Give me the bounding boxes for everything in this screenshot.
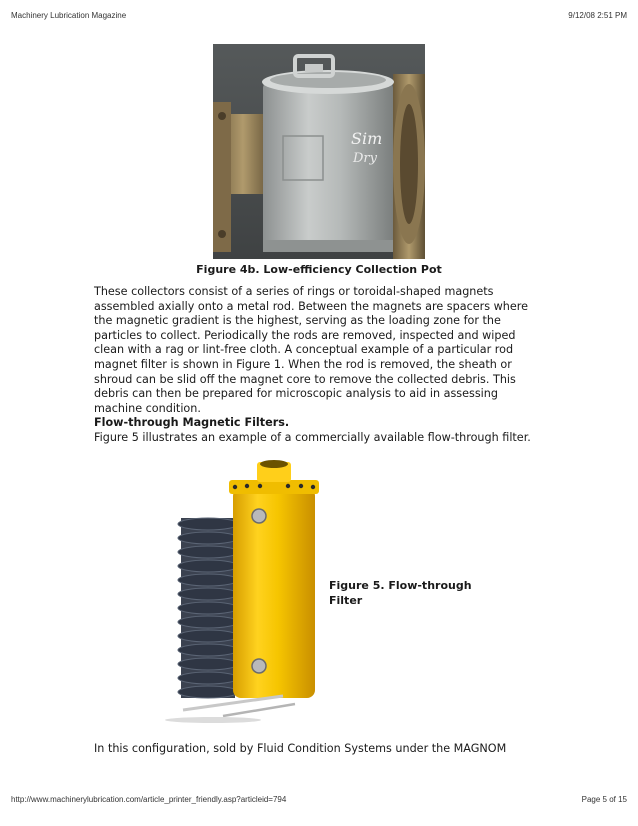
svg-text:Dry: Dry (353, 151, 377, 166)
header-publication: Machinery Lubrication Magazine (11, 11, 127, 20)
footer-page-number: Page 5 of 15 (581, 795, 627, 804)
header-datetime: 9/12/08 2:51 PM (568, 11, 627, 20)
closing-paragraph: In this configuration, sold by Fluid Condition Systems under the MAGNOM (94, 742, 507, 755)
svg-text:Sim: Sim (351, 129, 383, 148)
section-intro: Figure 5 illustrates an example of a commercially available flow-through filter. (94, 431, 531, 444)
footer-url-link[interactable]: http://www.machinerylubrication.com/article_printer_friendly.asp?articleid=794 (11, 795, 287, 804)
section-heading: Flow-through Magnetic Filters. (94, 416, 290, 429)
collection-pot-photo (213, 44, 425, 259)
flow-through-filter-photo (163, 458, 333, 724)
body-paragraph-magnets: These collectors consist of a series of rings or toroidal-shaped magnets assembled axially onto a metal rod. Between the magnets are spacers where the magnetic gradient is the highest, serving as the loading zone for the particles to collect. Periodically the rods are removed, inspected and wiped clean with a rag or lint-free cloth. A conceptual example of a particular rod magnet filter is shown in Figure 1. When the rod is removed, the sheath or shroud can be slid off the magnet core to remove the collected debris. This debris can then be prepared for microscopic analysis to aid in assessing machine condition. (94, 285, 528, 415)
figure-5-caption: Figure 5. Flow-through Filter (329, 579, 472, 607)
figure-4b-caption: Figure 4b. Low-efficiency Collection Pot (196, 263, 442, 276)
